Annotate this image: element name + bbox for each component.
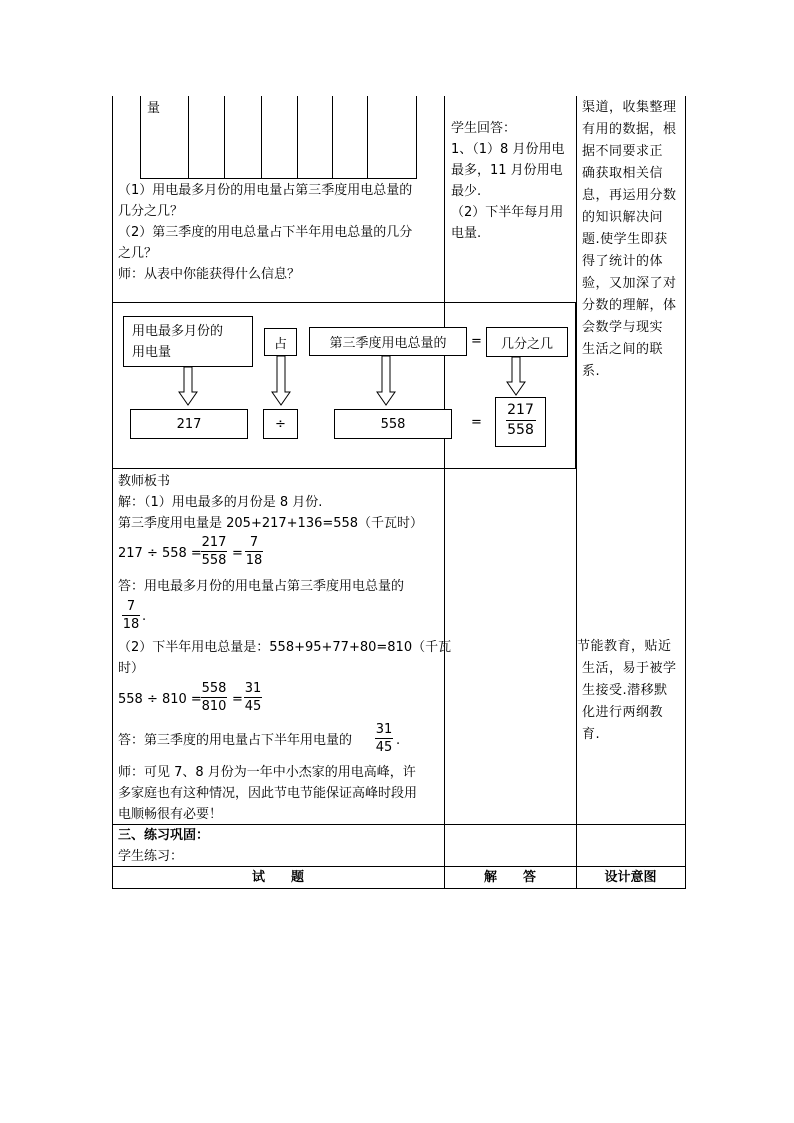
board-title: 教师板书 <box>118 474 171 489</box>
diagram-equals-2: = <box>471 415 482 430</box>
board-step-3: （2）下半年用电总量是：558+95+77+80=810（千瓦 <box>118 640 452 655</box>
footer-col-questions: 试 题 <box>251 870 304 885</box>
board-teacher-note-2: 多家庭也有这种情况，因此节电节能保证高峰时段用 <box>118 786 418 801</box>
diagram-divide: ÷ <box>263 409 298 439</box>
board-step-3-cont: 时） <box>118 661 145 676</box>
board-answer-1-end: . <box>142 609 147 624</box>
board-answer-1: 答：用电最多月份的用电量占第三季度用电总量的 <box>118 579 405 594</box>
footer-col-intent: 设计意图 <box>604 870 657 885</box>
question-1: （1）用电最多月份的用电量占第三季度用电总量的 <box>118 183 413 198</box>
board-teacher-note-1: 师：可见 7、8 月份为一年中小杰家的用电高峰，许 <box>118 765 416 780</box>
diagram-result-fraction: 217 558 <box>495 397 546 447</box>
diagram-box-q3-total: 第三季度用电总量的 <box>309 327 467 356</box>
board-step-1: 解：（1）用电最多的月份是 8 月份. <box>118 495 323 510</box>
board-answer-1-fraction: 7 18 <box>122 599 140 632</box>
question-2: （2）第三季度的用电总量占下半年用电总量的几分 <box>118 225 413 240</box>
board-step-2: 第三季度用电量是 205+217+136=558（千瓦时） <box>118 516 424 531</box>
diagram-value-558: 558 <box>334 409 452 439</box>
diagram-equals-1: = <box>471 334 482 349</box>
footer-col-answers: 解 答 <box>483 870 536 885</box>
practice-title: 三、练习巩固： <box>118 828 210 843</box>
question-1-cont: 几分之几？ <box>118 204 184 219</box>
question-2-cont: 之几？ <box>118 246 158 261</box>
diagram-box-max-usage: 用电最多月份的 用电量 <box>123 316 253 367</box>
practice-subtitle: 学生练习： <box>118 849 184 864</box>
table-row-label: 量 <box>147 101 161 116</box>
teacher-question: 师：从表中你能获得什么信息？ <box>118 267 301 282</box>
diagram-box-fraction-label: 几分之几 <box>486 327 568 357</box>
diagram-value-217: 217 <box>130 409 248 439</box>
board-answer-2-fraction: 31 45 <box>375 722 393 755</box>
board-answer-2: 答：第三季度的用电量占下半年用电量的 <box>118 733 353 748</box>
board-teacher-note-3: 电顺畅很有必要！ <box>118 807 223 822</box>
board-answer-2-end: . <box>396 733 401 748</box>
diagram-box-zhan: 占 <box>264 328 297 356</box>
